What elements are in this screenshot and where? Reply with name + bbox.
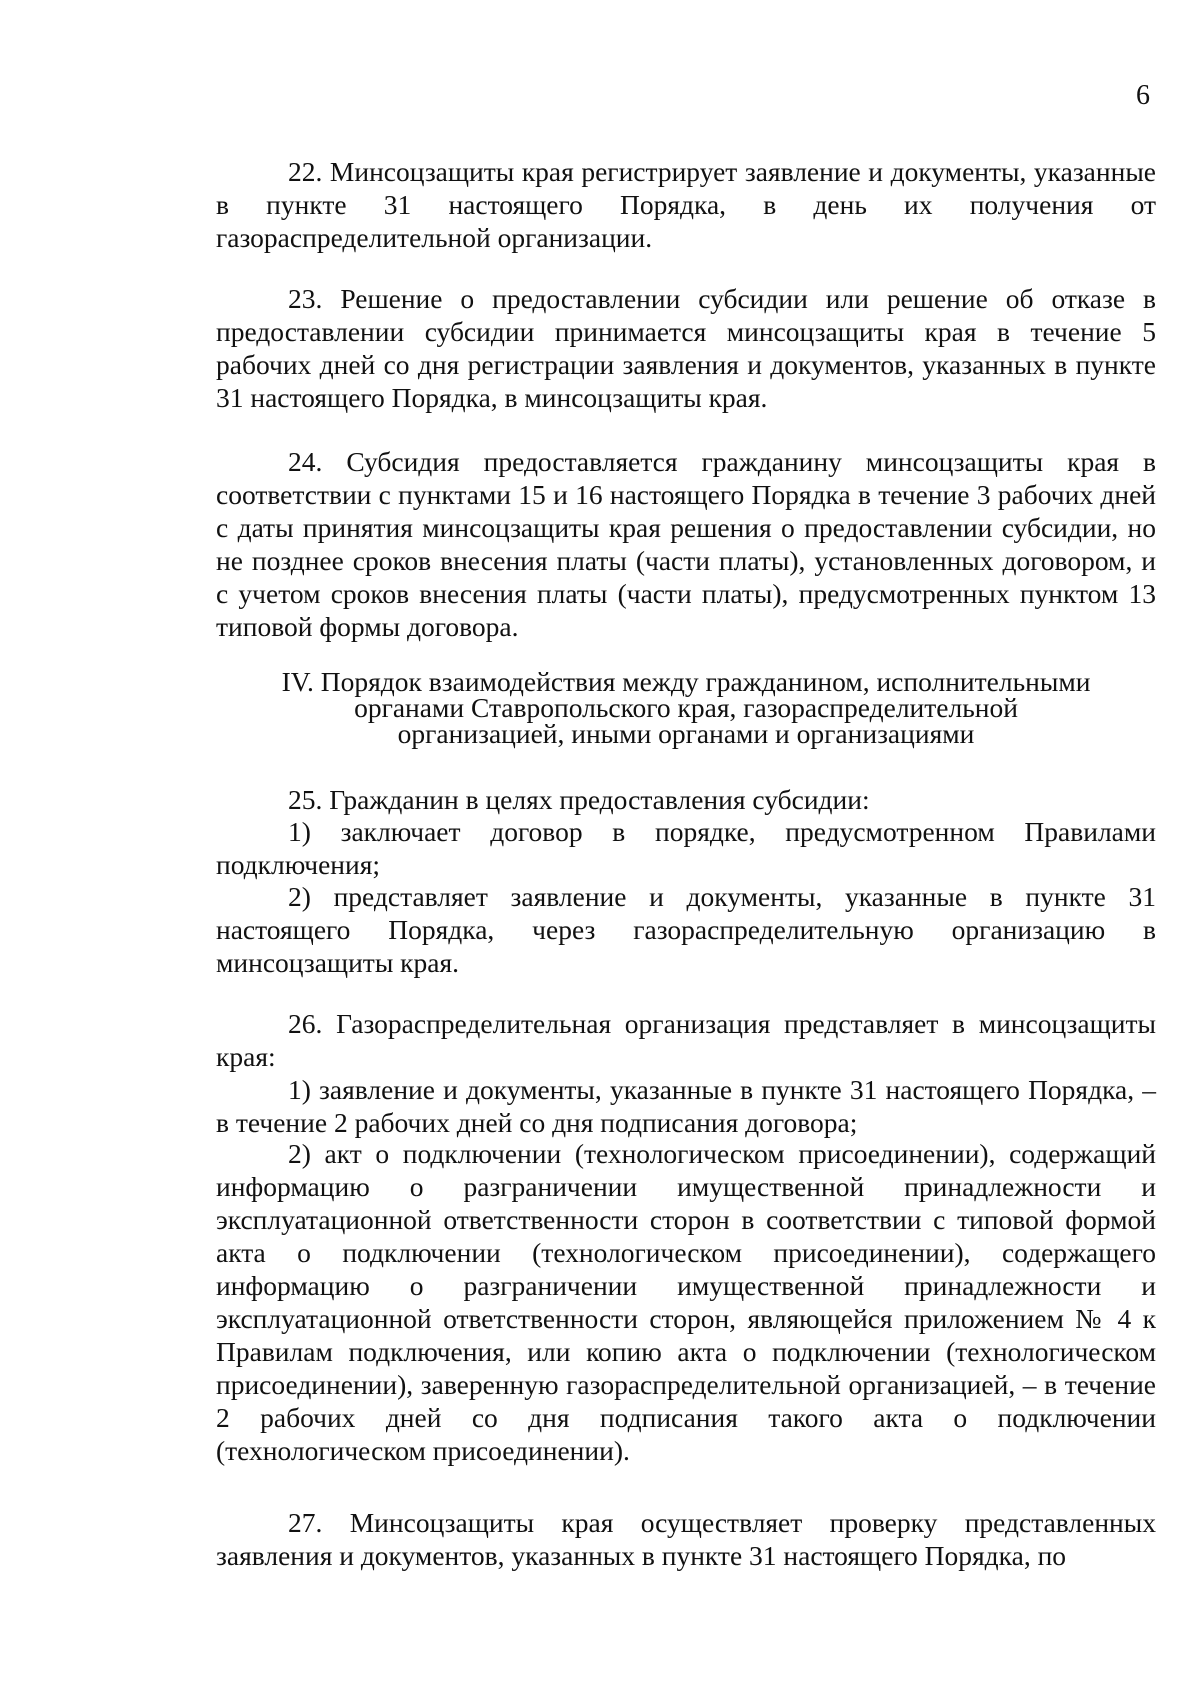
- paragraph-26: 26. Газораспределительная организация представляет в минсоцзащиты края:: [216, 1008, 1156, 1072]
- section-heading: [216, 666, 1156, 749]
- paragraph-25: 25. Гражданин в целях предоставления субсидии:: [288, 784, 870, 815]
- section-heading-line-1: IV. Порядок взаимодействия между гражданином, исполнительными: [281, 666, 1091, 697]
- paragraph-26-item-2: 2) акт о подключении (технологическом присоединении), содержащий информацию о разграничении имущественной принадлежности и эксплуатационной ответственности сторон в соответствии с типовой формой акта о подключении (технологическом присоединении), содержащего информацию о разграничении имущественной принадлежности и эксплуатационной ответственности сторон, являющейся приложением № 4 к Правилам подключения, или копию акта о подключении (технологическом присоединении), заверенную газораспределительной организацией, – в течение 2 рабочих дней со дня подписания такого акта о подключении (технологическом присоединении).: [216, 1138, 1156, 1466]
- page-number: 6: [1136, 80, 1150, 111]
- paragraph-25-item-1: 1) заключает договор в порядке, предусмотренном Правилами подключения;: [216, 816, 1156, 880]
- paragraph-26-item-1: 1) заявление и документы, указанные в пункте 31 настоящего Порядка, – в течение 2 рабочих дней со дня подписания договора;: [216, 1074, 1156, 1138]
- paragraph-25-item-2: 2) представляет заявление и документы, указанные в пункте 31 настоящего Порядка, через газораспределительную организацию в минсоцзащиты края.: [216, 881, 1156, 978]
- section-heading-line-2: органами Ставропольского края, газораспределительной: [354, 692, 1018, 723]
- section-heading-line-3: организацией, иными органами и организациями: [397, 718, 975, 749]
- paragraph-23: 23. Решение о предоставлении субсидии или решение об отказе в предоставлении субсидии принимается минсоцзащиты края в течение 5 рабочих дней со дня регистрации заявления и документов, указанных в пункте 31 настоящего Порядка, в минсоцзащиты края.: [216, 283, 1156, 413]
- paragraph-24: 24. Субсидия предоставляется гражданину минсоцзащиты края в соответствии с пунктами 15 и 16 настоящего Порядка в течение 3 рабочих дней с даты принятия минсоцзащиты края решения о предоставлении субсидии, но не позднее сроков внесения платы (части платы), установленных договором, и с учетом сроков внесения платы (части платы), предусмотренных пунктом 13 типовой формы договора.: [216, 446, 1156, 642]
- paragraph-27: 27. Минсоцзащиты края осуществляет проверку представленных заявления и документов, указанных в пункте 31 настоящего Порядка, по: [216, 1507, 1156, 1571]
- paragraph-22: 22. Минсоцзащиты края регистрирует заявление и документы, указанные в пункте 31 настоящего Порядка, в день их получения от газораспределительной организации.: [216, 156, 1156, 253]
